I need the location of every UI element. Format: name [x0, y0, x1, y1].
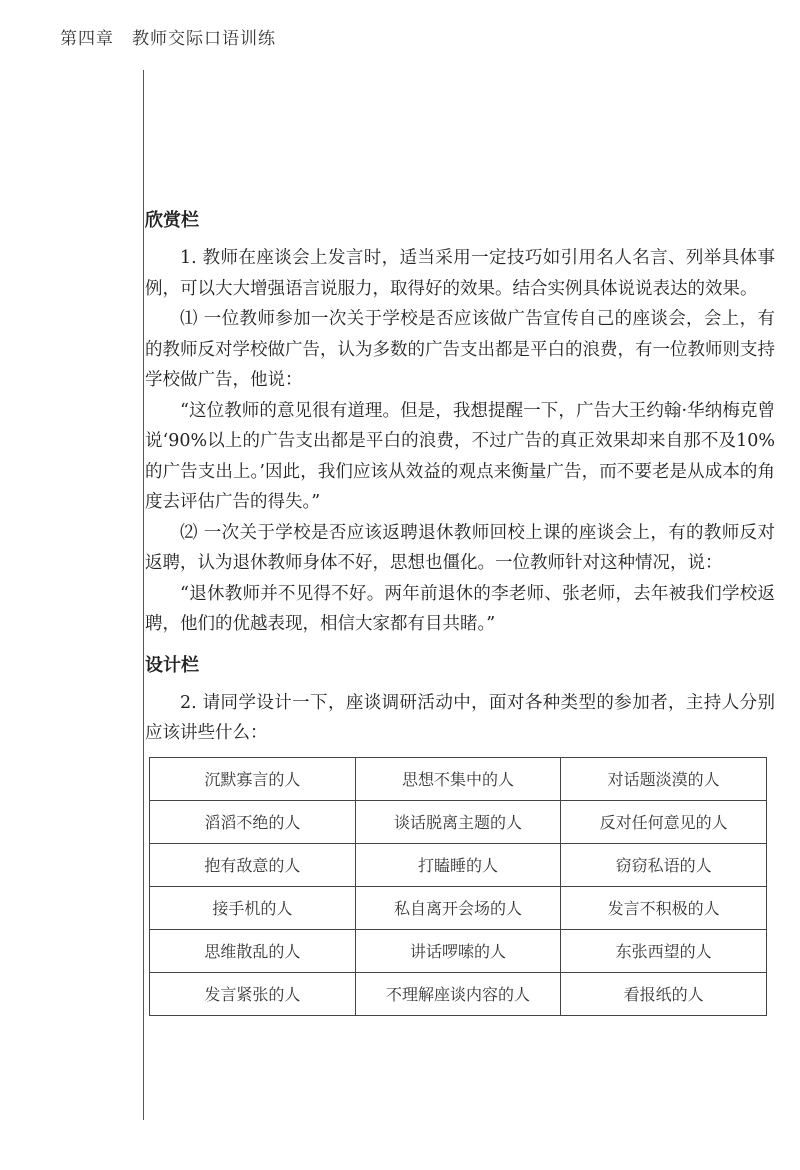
table-cell: 抱有敌意的人 [150, 843, 356, 886]
chapter-title: 教师交际口语训练 [132, 29, 276, 49]
table-cell: 谈话脱离主题的人 [355, 800, 561, 843]
design-title: 设计栏 [145, 654, 199, 676]
table-cell: 发言紧张的人 [150, 972, 356, 1015]
example1-context: ⑴ 一位教师参加一次关于学校是否应该做广告宣传自己的座谈会，会上，有的教师反对学校做广告，认为多数的广告支出都是平白的浪费，有一位教师则支持学校做广告，他说： [145, 309, 775, 390]
table-row [150, 800, 767, 843]
table-cell: 反对任何意见的人 [561, 800, 767, 843]
table-row [150, 972, 767, 1015]
table-cell: 东张西望的人 [561, 929, 767, 972]
appreciation-section [145, 205, 775, 640]
example2-context: ⑵ 一次关于学校是否应该返聘退休教师回校上课的座谈会上，有的教师反对返聘，认为退休教师身体不好，思想也僵化。一位教师针对这种情况，说： [145, 522, 775, 573]
participant-table-wrap [149, 757, 767, 1016]
table-cell: 讲话啰嗦的人 [355, 929, 561, 972]
table-row [150, 757, 767, 800]
margin-rule [143, 70, 144, 1120]
table-cell: 思想不集中的人 [355, 757, 561, 800]
table-row [150, 929, 767, 972]
example2-quote: “退休教师并不见得不好。两年前退休的李老师、张老师，去年被我们学校返聘，他们的优越表现，相信大家都有目共睹。” [145, 583, 775, 634]
example1-quote: “这位教师的意见很有道理。但是，我想提醒一下，广告大王约翰·华纳梅克曾说‘90%以上的广告支出都是平白的浪费，不过广告的真正效果却来自那不及10%的广告支出上。’因此，我们应该从效益的观点来衡量广告，而不要老是从成本的角度去评估广告的得失。” [145, 400, 775, 512]
table-cell: 思维散乱的人 [150, 929, 356, 972]
table-cell: 打瞌睡的人 [355, 843, 561, 886]
table-cell: 对话题淡漠的人 [561, 757, 767, 800]
table-cell: 接手机的人 [150, 886, 356, 929]
design-section [145, 650, 775, 1016]
table-row [150, 843, 767, 886]
table-cell: 沉默寡言的人 [150, 757, 356, 800]
chapter-number: 第四章 [60, 29, 114, 49]
appreciation-title: 欣赏栏 [145, 210, 199, 231]
table-cell: 窃窃私语的人 [561, 843, 767, 886]
table-cell: 滔滔不绝的人 [150, 800, 356, 843]
design-intro: 2. 请同学设计一下，座谈调研活动中，面对各种类型的参加者，主持人分别应该讲些什么： [145, 692, 775, 743]
table-cell: 不理解座谈内容的人 [355, 972, 561, 1015]
table-cell: 私自离开会场的人 [355, 886, 561, 929]
table-row [150, 886, 767, 929]
page-content [145, 205, 775, 1016]
running-header [60, 24, 276, 49]
table-cell: 看报纸的人 [561, 972, 767, 1015]
table-cell: 发言不积极的人 [561, 886, 767, 929]
participant-types-table [149, 757, 767, 1016]
appreciation-intro: 1. 教师在座谈会上发言时，适当采用一定技巧如引用名人名言、列举具体事例，可以大大增强语言说服力，取得好的效果。结合实例具体说说表达的效果。 [145, 248, 775, 299]
